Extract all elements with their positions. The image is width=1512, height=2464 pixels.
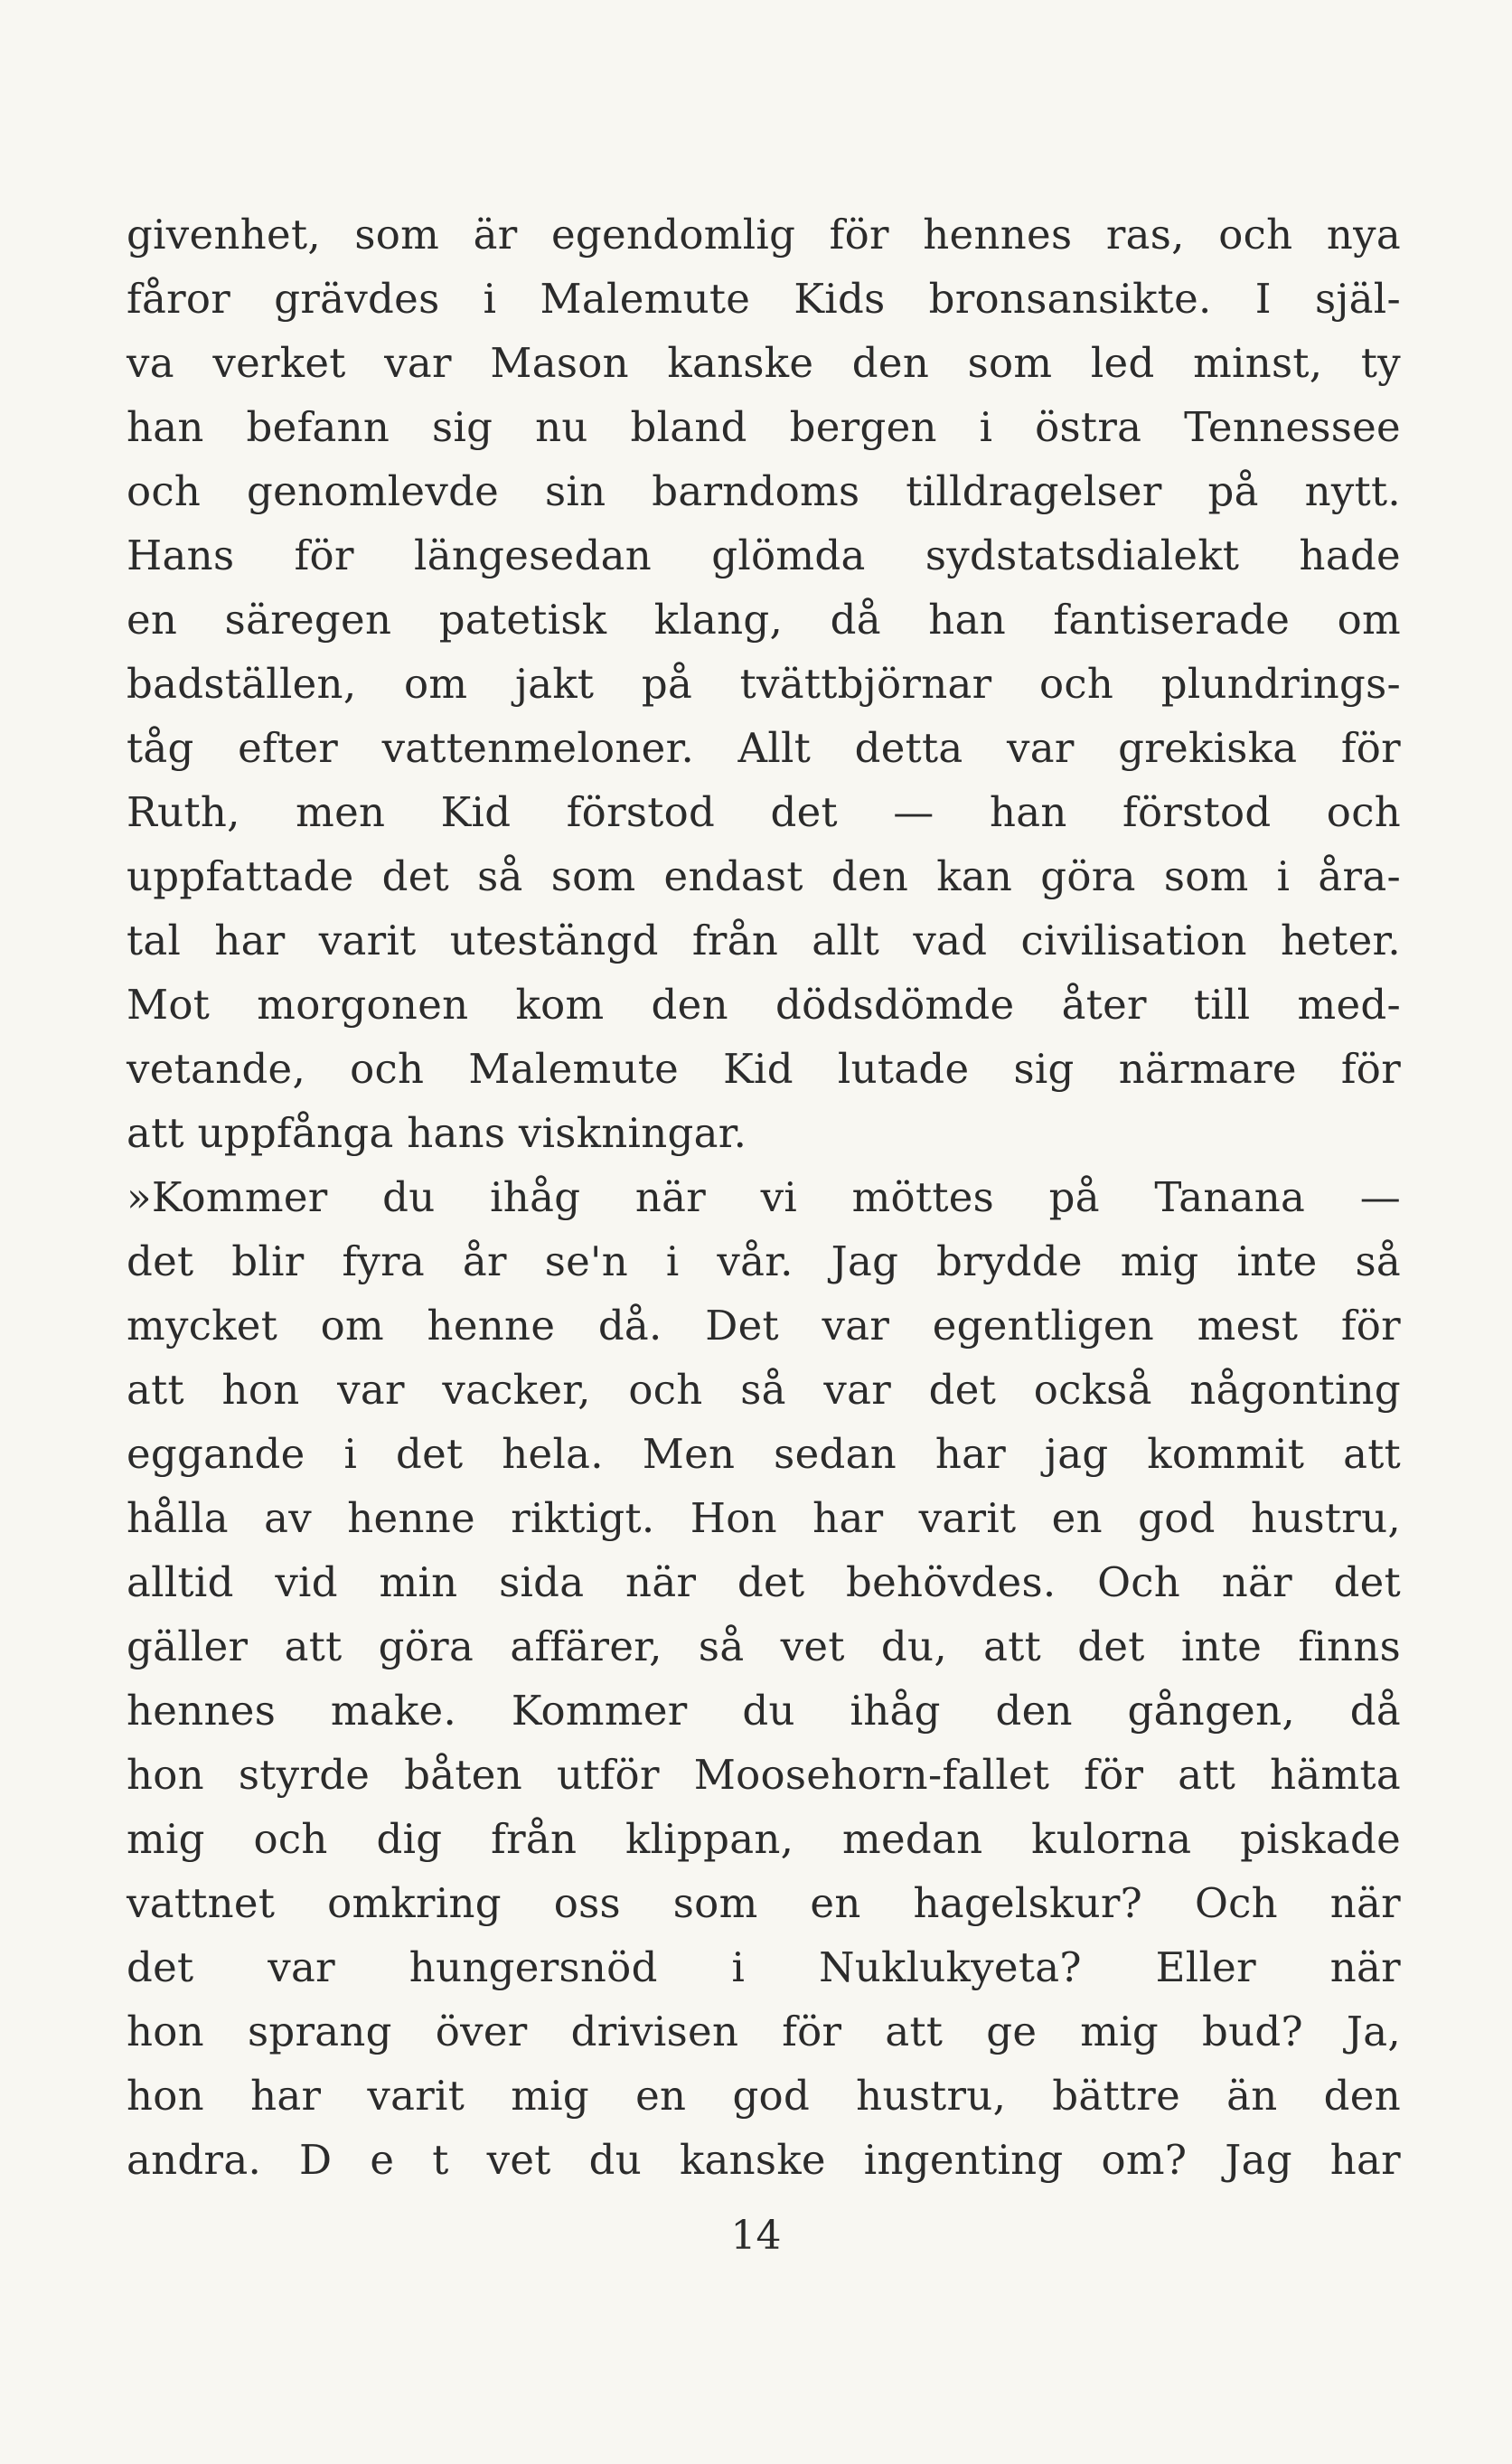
text-line: eggande i det hela. Men sedan har jag kommit att [127, 1430, 1401, 1478]
text-line: en säregen patetisk klang, då han fantiserade om [127, 596, 1401, 644]
text-line: uppfattade det så som endast den kan göra som i åra- [127, 852, 1401, 900]
text-line: det var hungersnöd i Nuklukyeta? Eller när [127, 1943, 1401, 1991]
text-line: hennes make. Kommer du ihåg den gången, då [127, 1687, 1401, 1735]
text-line: han befann sig nu bland bergen i östra Tennessee [127, 403, 1401, 451]
text-line: vattnet omkring oss som en hagelskur? Och när [127, 1879, 1401, 1927]
text-line: tal har varit utestängd från allt vad civilisation heter. [127, 917, 1401, 964]
text-line: Mot morgonen kom den dödsdömde åter till med- [127, 981, 1401, 1029]
text-line: hon har varit mig en god hustru, bättre än den [127, 2072, 1401, 2120]
text-line: va verket var Mason kanske den som led minst, ty [127, 339, 1401, 387]
text-line: mycket om henne då. Det var egentligen mest för [127, 1302, 1401, 1350]
text-line: gäller att göra affärer, så vet du, att det inte finns [127, 1622, 1401, 1670]
text-line: och genomlevde sin barndoms tilldragelser på nytt. [127, 467, 1401, 515]
text-line: Ruth, men Kid förstod det — han förstod och [127, 788, 1401, 836]
text-line: givenhet, som är egendomlig för hennes ras, och nya [127, 211, 1401, 259]
text-line: andra. D e t vet du kanske ingenting om? Jag har [127, 2136, 1401, 2184]
text-line: mig och dig från klippan, medan kulorna piskade [127, 1815, 1401, 1863]
text-line: »Kommer du ihåg när vi möttes på Tanana — [127, 1173, 1401, 1221]
text-line: att hon var vacker, och så var det också någonting [127, 1366, 1401, 1414]
text-line: badställen, om jakt på tvättbjörnar och plundrings- [127, 660, 1401, 708]
text-line: vetande, och Malemute Kid lutade sig närmare för [127, 1045, 1401, 1093]
text-line: fåror grävdes i Malemute Kids bronsansikte. I själ- [127, 275, 1401, 323]
body-text [127, 202, 1401, 2192]
text-line: alltid vid min sida när det behövdes. Och när det [127, 1558, 1401, 1606]
text-line: Hans för längesedan glömda sydstatsdialekt hade [127, 531, 1401, 579]
text-line: hon styrde båten utför Moosehorn-fallet för att hämta [127, 1751, 1401, 1799]
text-line: att uppfånga hans viskningar. [127, 1109, 747, 1157]
text-line: hålla av henne riktigt. Hon har varit en god hustru, [127, 1494, 1401, 1542]
text-line: hon sprang över drivisen för att ge mig bud? Ja, [127, 2008, 1401, 2055]
page-number: 14 [730, 2213, 782, 2259]
text-line: det blir fyra år se'n i vår. Jag brydde mig inte så [127, 1237, 1401, 1285]
text-line: tåg efter vattenmeloner. Allt detta var grekiska för [127, 724, 1401, 772]
